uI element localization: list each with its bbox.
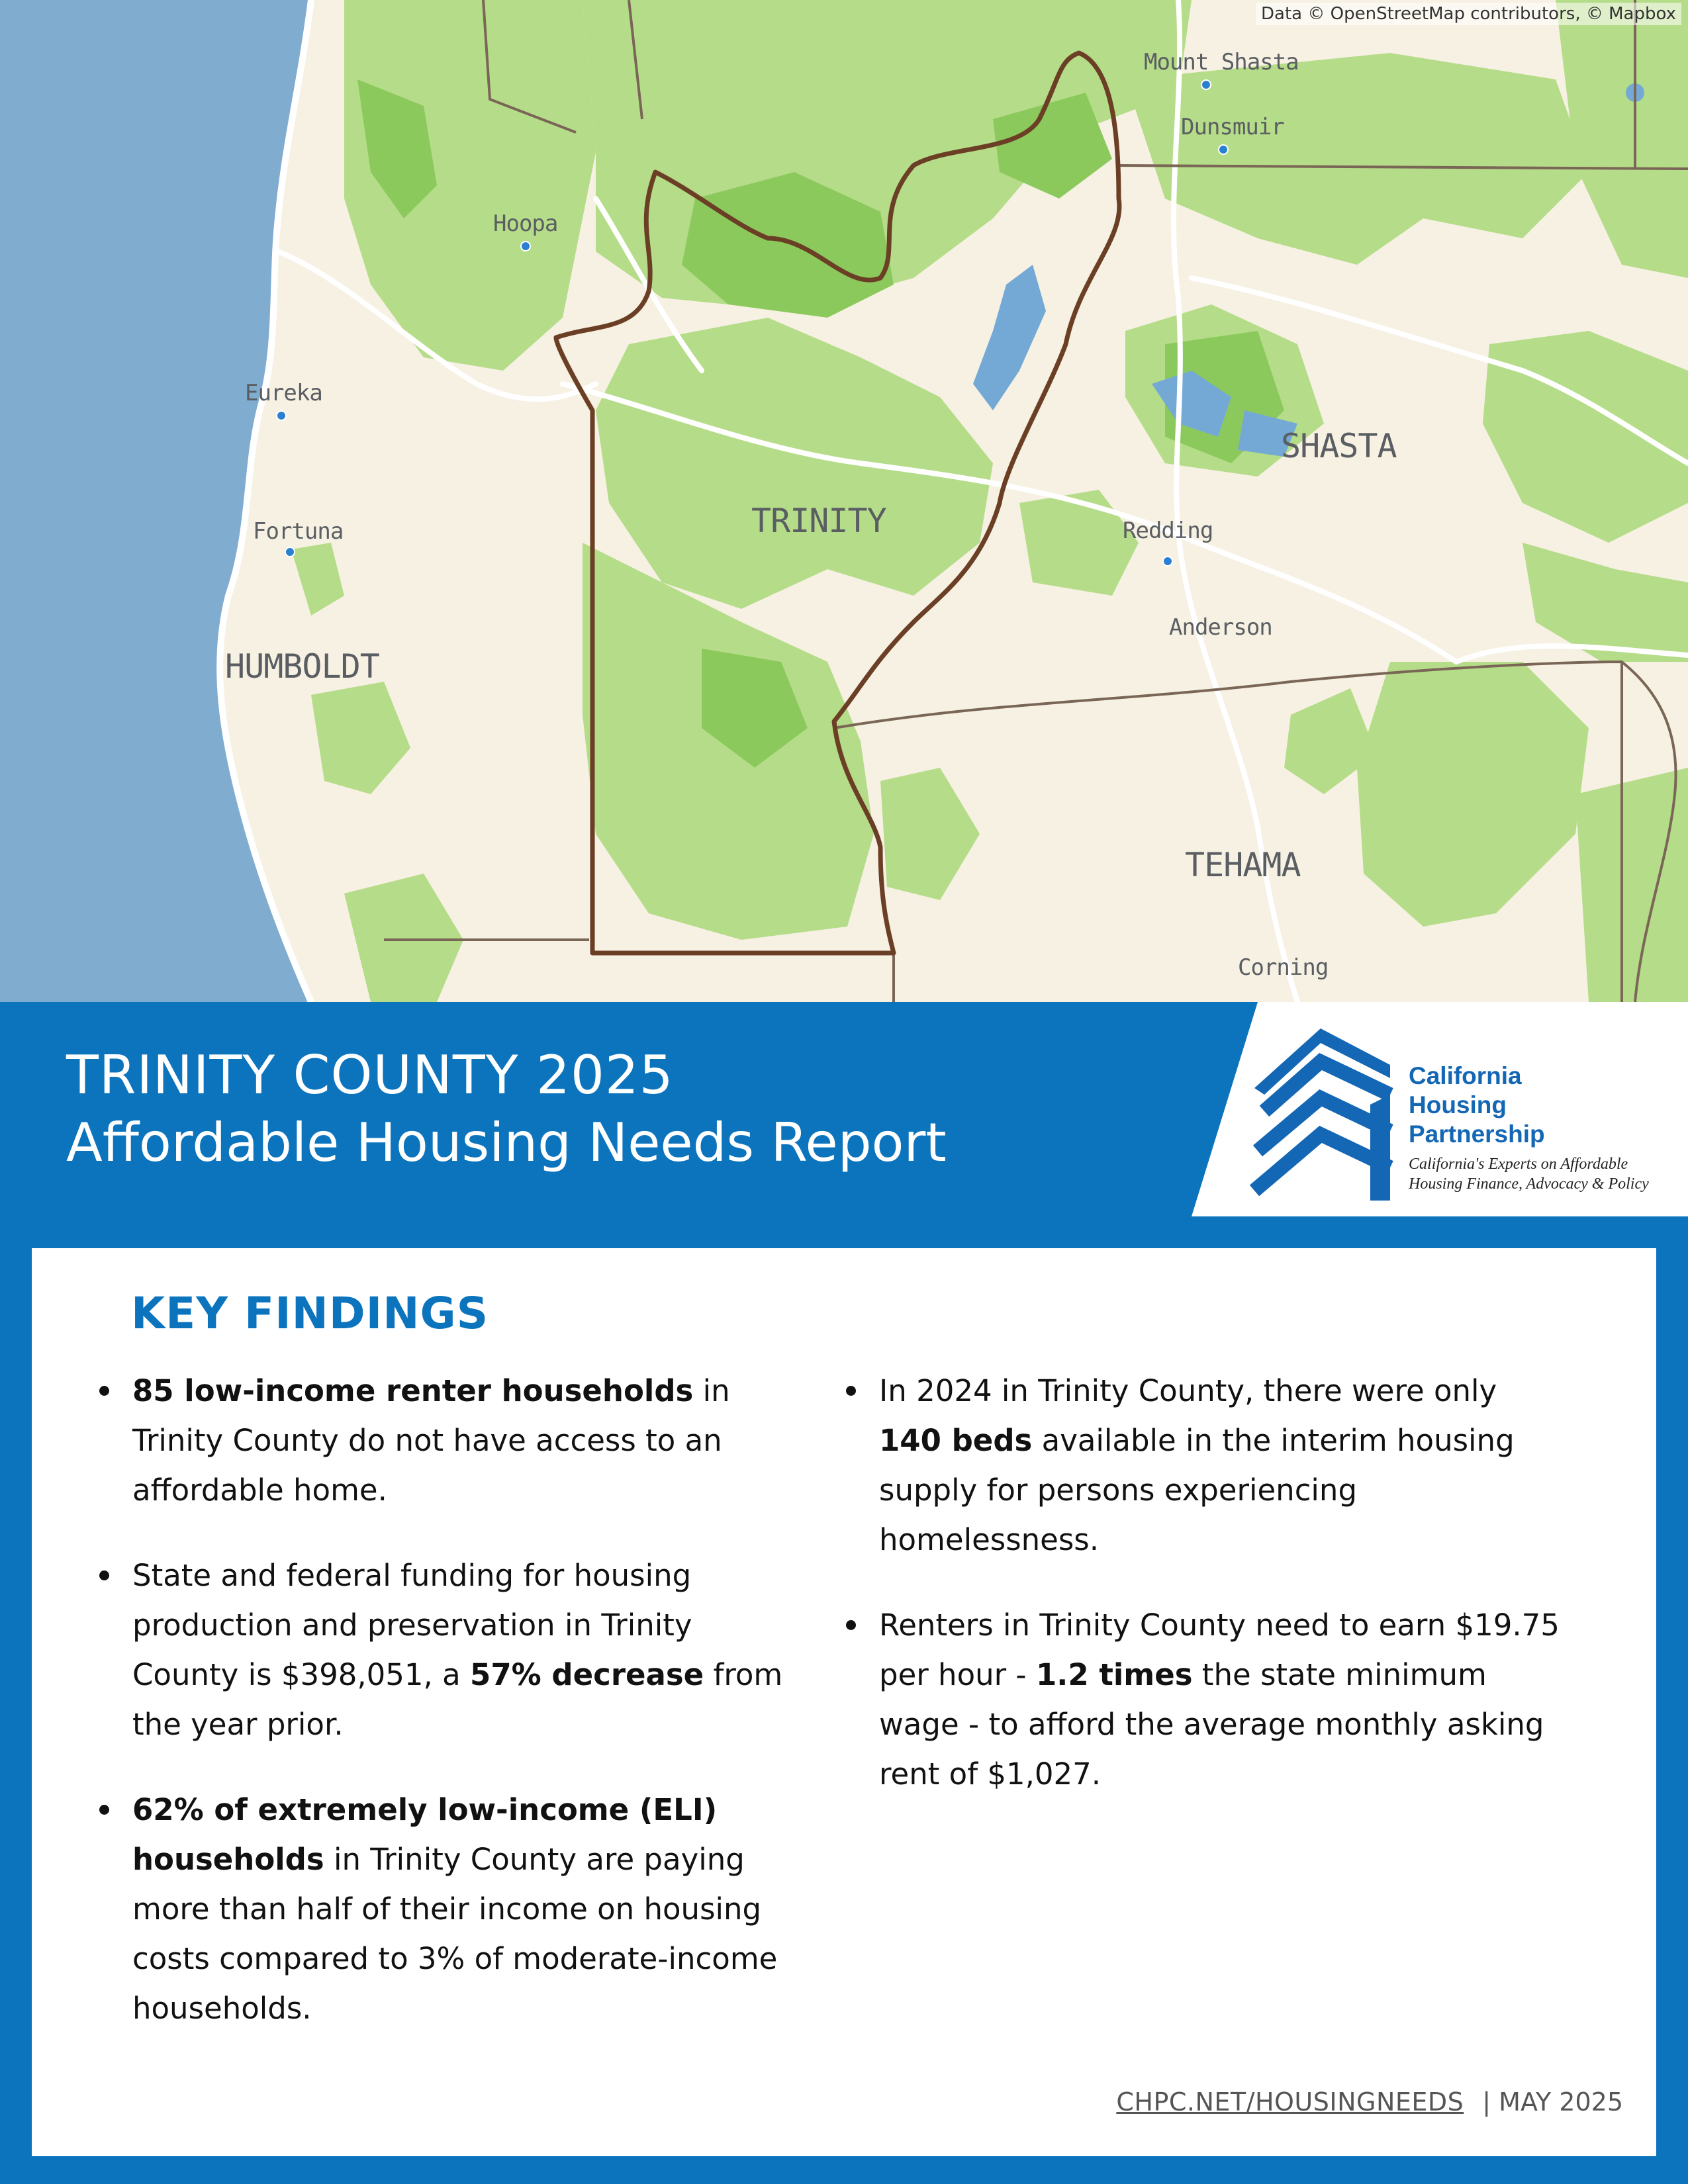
- town-label-hoopa: Hoopa: [493, 210, 558, 237]
- town-marker: [1162, 556, 1173, 567]
- key-findings-panel: [32, 1248, 1656, 2156]
- finding-bold: 62% of extremely low-income (ELI) households: [132, 1792, 718, 1877]
- finding-text: the state minimum wage - to afford the average monthly asking rent of $1,027.: [879, 1657, 1544, 1792]
- footer: [1116, 2087, 1623, 2116]
- town-marker: [1201, 79, 1211, 90]
- key-findings-heading: KEY FINDINGS: [131, 1288, 489, 1339]
- finding-text: in Trinity County are paying more than half of their income on housing costs compared to 3% of moderate-income households.: [132, 1842, 778, 2026]
- logo-name-line3: Partnership: [1409, 1120, 1545, 1148]
- finding-text: State and federal funding for housing production and preservation in Trinity County is $398,051, a: [132, 1558, 692, 1692]
- title-band: [0, 1002, 1688, 1248]
- finding-item: [132, 1551, 794, 1749]
- findings-column-right: [879, 1366, 1568, 1835]
- finding-text: In 2024 in Trinity County, there were only: [879, 1373, 1497, 1408]
- finding-bold: 85 low-income renter households: [132, 1373, 694, 1408]
- finding-bold: 140 beds: [879, 1423, 1033, 1458]
- logo-tagline-line1: California's Experts on Affordable: [1409, 1156, 1628, 1173]
- finding-bold: 1.2 times: [1035, 1657, 1193, 1692]
- town-label-fortuna: Fortuna: [253, 518, 344, 545]
- town-marker: [285, 547, 295, 557]
- town-label-eureka: Eureka: [245, 380, 322, 406]
- finding-item: [879, 1600, 1568, 1799]
- town-marker: [1218, 144, 1229, 155]
- town-label-corning: Corning: [1238, 954, 1329, 981]
- county-label-trinity: TRINITY: [751, 502, 886, 540]
- town-marker: [520, 241, 531, 251]
- finding-bold: 57% decrease: [470, 1657, 704, 1692]
- town-label-anderson: Anderson: [1169, 614, 1272, 641]
- logo-name-line2: Housing: [1409, 1091, 1507, 1118]
- map-canvas: [0, 0, 1688, 1002]
- finding-text: in Trinity County do not have access to an affordable home.: [132, 1373, 730, 1508]
- town-label-mount-shasta: Mount Shasta: [1144, 49, 1299, 75]
- county-label-humboldt: HUMBOLDT: [225, 647, 379, 686]
- county-label-shasta: SHASTA: [1281, 427, 1397, 465]
- region-map: [0, 0, 1688, 1002]
- finding-text: Renters in Trinity County need to earn $19.75 per hour -: [879, 1608, 1560, 1692]
- finding-item: [132, 1785, 794, 2033]
- finding-text: available in the interim housing supply for persons experiencing homelessness.: [879, 1423, 1515, 1557]
- report-date: | MAY 2025: [1482, 2087, 1623, 2116]
- report-title-line1: TRINITY COUNTY 2025: [66, 1044, 674, 1106]
- logo-name-line1: California: [1409, 1062, 1522, 1089]
- town-label-dunsmuir: Dunsmuir: [1181, 114, 1284, 140]
- county-label-tehama: TEHAMA: [1185, 846, 1301, 884]
- finding-text: from the year prior.: [132, 1657, 783, 1742]
- report-title-line2: Affordable Housing Needs Report: [66, 1112, 947, 1173]
- chpc-logo: [1192, 1002, 1688, 1216]
- map-attribution: Data © OpenStreetMap contributors, © Mapbox: [1256, 3, 1681, 25]
- town-marker: [276, 410, 287, 421]
- findings-column-left: [132, 1366, 794, 2069]
- logo-tagline-line2: Housing Finance, Advocacy & Policy: [1409, 1175, 1649, 1193]
- finding-item: [132, 1366, 794, 1515]
- housing-needs-link[interactable]: CHPC.NET/HOUSINGNEEDS: [1116, 2087, 1464, 2116]
- finding-item: [879, 1366, 1568, 1565]
- town-label-redding: Redding: [1123, 518, 1213, 544]
